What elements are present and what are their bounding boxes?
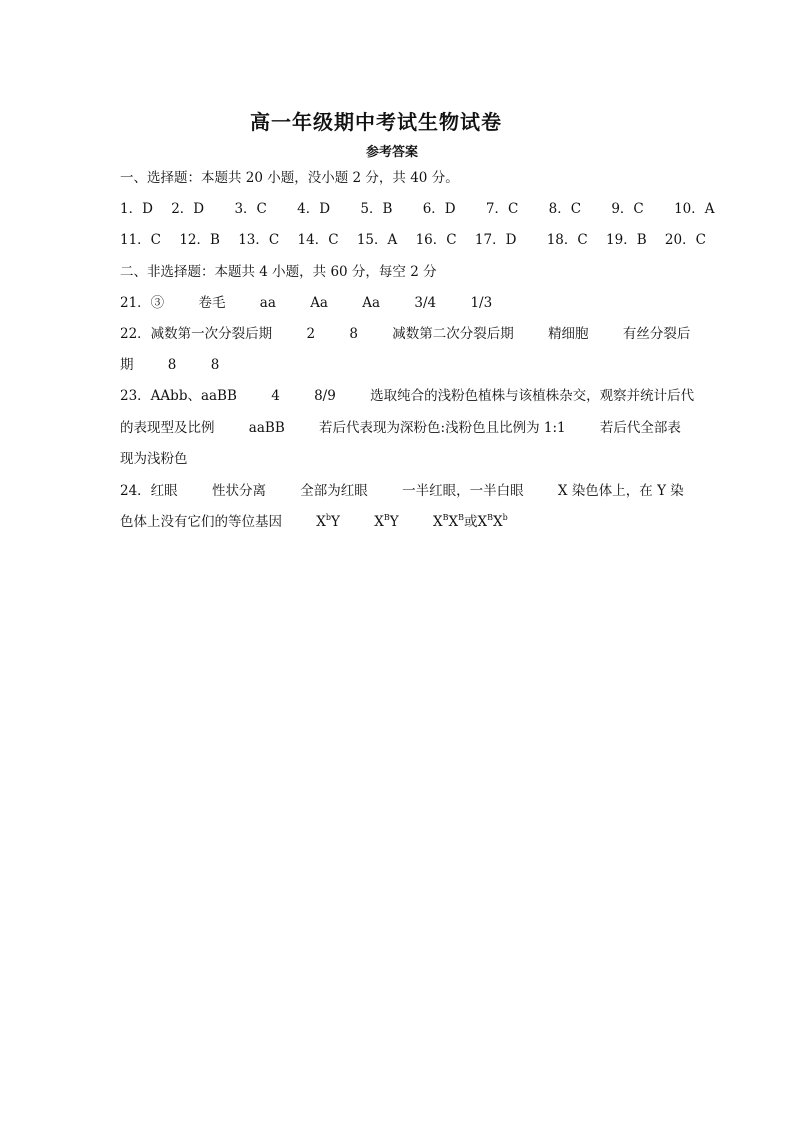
answer-16: 16．C — [415, 232, 457, 248]
g3-or: 或 — [464, 514, 478, 530]
page-title: 高一年级期中考试生物试卷 — [250, 110, 502, 134]
g2-y: Y — [389, 514, 399, 530]
g3-sup1: B — [442, 513, 449, 522]
q21-answers — [120, 291, 492, 311]
answer-11: 11．C — [120, 232, 162, 248]
answer-7: 7．C — [485, 201, 519, 217]
q22-blank-7: 8 — [167, 357, 177, 373]
q24-answers-line-1 — [120, 479, 684, 499]
q23-answers-line-2 — [120, 416, 681, 436]
q24-blank-2: 性状分离 — [211, 483, 266, 499]
g3-x1: X — [433, 514, 443, 530]
answer-12: 12．B — [179, 232, 220, 248]
q24-genotype-1 — [316, 513, 340, 530]
g1-x: X — [316, 514, 326, 530]
mc-answers-row-1 — [120, 197, 715, 217]
g2-sup: B — [383, 513, 390, 522]
g3-sup2: B — [458, 513, 465, 522]
q22-blank-4: 减数第二次分裂后期 — [392, 326, 514, 342]
answer-2: 2．D — [171, 201, 205, 217]
q24-blank-1: 24．红眼 — [120, 483, 178, 499]
q21-blank-7: 1/3 — [470, 295, 493, 311]
answer-4: 4．D — [297, 201, 331, 217]
section2-heading: 二、非选择题：本题共 4 小题，共 60 分，每空 2 分 — [120, 264, 437, 280]
answer-14: 14．C — [297, 232, 339, 248]
q23-blank-4-cont: 的表现型及比例 — [120, 420, 215, 436]
q23-blank-7: 若后代全部表 — [599, 420, 681, 436]
g2-x: X — [374, 514, 384, 530]
answer-13: 13．C — [238, 232, 280, 248]
q22-blank-6-cont: 期 — [120, 357, 134, 373]
answer-5: 5．B — [360, 201, 393, 217]
q23-blank-5: aaBB — [248, 420, 285, 436]
answer-15: 15．A — [356, 232, 398, 248]
q21-blank-3: aa — [259, 295, 276, 311]
q24-blank-4: 一半红眼，一半白眼 — [402, 483, 524, 499]
g3-sup3: B — [487, 513, 494, 522]
q21-blank-6: 3/4 — [414, 295, 437, 311]
q22-blank-8: 8 — [210, 357, 220, 373]
q23-blank-2: 4 — [271, 388, 280, 404]
q21-blank-2: 卷毛 — [198, 295, 226, 311]
answer-6: 6．D — [422, 201, 456, 217]
answer-8: 8．C — [548, 201, 582, 217]
g3-x4: X — [493, 514, 503, 530]
q24-blank-5: X 染色体上，在 Y 染 — [557, 483, 684, 499]
q21-blank-1: 21．③ — [120, 295, 165, 311]
q24-genotype-3 — [433, 510, 508, 530]
answer-20: 20．C — [664, 232, 706, 248]
answer-18: 18．C — [546, 232, 588, 248]
g3-sup4: b — [502, 513, 508, 522]
answer-10: 10．A — [674, 201, 715, 217]
answer-1: 1．D — [120, 201, 153, 217]
section1-heading: 一、选择题：本题共 20 小题，没小题 2 分，共 40 分。 — [120, 170, 459, 186]
mc-answers-row-2 — [120, 228, 706, 248]
g1-y: Y — [331, 514, 340, 530]
q22-blank-6: 有丝分裂后 — [622, 326, 691, 342]
q23-answers-line-3: 现为浅粉色 — [120, 451, 188, 467]
q23-blank-1: 23．AAbb、aaBB — [120, 388, 237, 404]
g1-sup: b — [325, 513, 332, 522]
q22-blank-1: 22．减数第一次分裂后期 — [120, 326, 273, 342]
q22-blank-5: 精细胞 — [548, 326, 589, 342]
q21-blank-4: Aa — [310, 295, 328, 311]
q22-blank-3: 8 — [349, 326, 358, 342]
q21-blank-5: Aa — [362, 295, 381, 311]
answer-3: 3．C — [234, 201, 267, 217]
q23-blank-4: 选取纯合的浅粉色植株与该植株杂交，观察并统计后代 — [370, 388, 695, 404]
answer-9: 9．C — [611, 201, 644, 217]
answer-17: 17．D — [474, 232, 517, 248]
q23-blank-6: 若后代表现为深粉色:浅粉色且比例为 1:1 — [319, 420, 566, 436]
q24-genotype-2 — [374, 513, 398, 530]
q23-blank-3: 8/9 — [314, 388, 336, 404]
q24-blank-3: 全部为红眼 — [300, 483, 368, 499]
q24-blank-5-cont: 色体上没有它们的等位基因 — [120, 514, 282, 530]
g3-x2: X — [448, 514, 459, 530]
g3-x3: X — [477, 514, 488, 530]
q22-answers-line-2 — [120, 353, 219, 373]
q23-answers-line-1 — [120, 384, 694, 404]
q22-answers-line-1 — [120, 322, 690, 342]
q22-blank-2: 2 — [306, 326, 316, 342]
q24-answers-line-2 — [120, 510, 508, 530]
answer-19: 19．B — [606, 232, 647, 248]
page-subtitle: 参考答案 — [366, 145, 419, 160]
